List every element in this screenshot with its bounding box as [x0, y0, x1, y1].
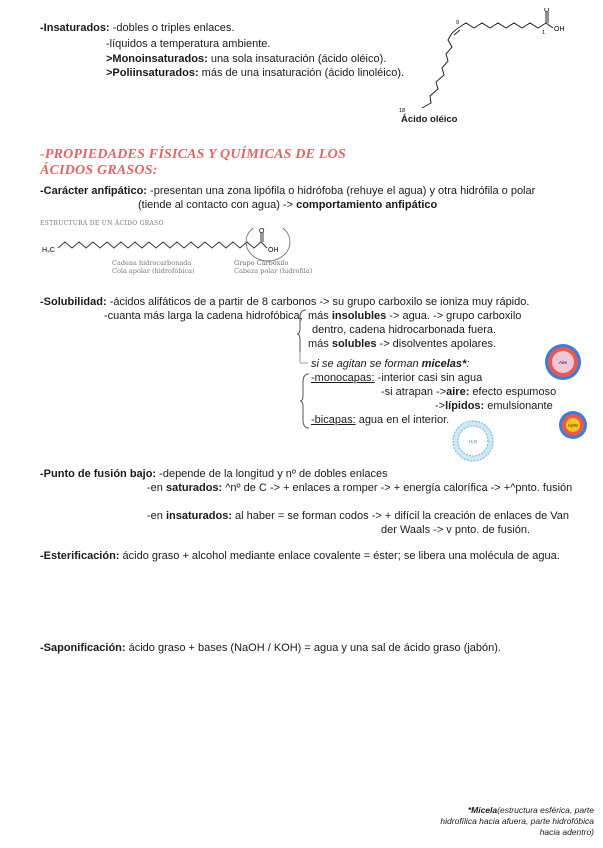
monocapas-label: -monocapas:: [311, 372, 375, 384]
oleic-caption: Ácido oléico: [401, 114, 458, 125]
oleic-num-18: 18: [399, 108, 406, 114]
monocapas-rest: -interior casi sin agua: [374, 372, 483, 384]
footnote-line2: hidrofílica hacia afuera, parte hidrofóbica: [440, 816, 594, 826]
fusion-saturados-line: [147, 482, 572, 494]
monocapas-line: [311, 372, 482, 384]
lipidos-rest: emulsionante: [484, 400, 553, 412]
solubilidad-bracket: [296, 308, 310, 368]
anfipatico-text2: (tiende al contacto con agua) ->: [138, 199, 297, 211]
section-title-line1: -PROPIEDADES FÍSICAS Y QUÍMICAS DE LOS: [40, 147, 346, 162]
fatty-o-label: O: [259, 228, 265, 235]
saturados-word: saturados:: [165, 482, 223, 494]
oleic-num-1: 1: [542, 30, 546, 36]
insaturados-line1: -dobles o triples enlaces.: [112, 22, 235, 34]
fusion-text1: -depende de la longitud y nº de dobles enlaces: [156, 468, 388, 480]
monoinsaturados-line: [106, 53, 386, 65]
poliinsaturados-text: más de una insaturación (ácido linoléico).: [198, 67, 405, 79]
solubilidad-line2: -cuanta más larga la cadena hidrofóbica,: [104, 310, 303, 322]
chain-caption-2: Cola apolar (hidrofóbica): [112, 267, 195, 275]
micelle-air-label: Aire: [558, 360, 568, 365]
monoinsaturados-text: una sola insaturación (ácido oléico).: [207, 53, 387, 65]
anfipatico-text1: -presentan una zona lipófila o hidrófoba (rehuye el agua) y otra hidrófila o polar: [146, 185, 536, 197]
anfipatico-bold: comportamiento anfipático: [296, 199, 438, 211]
micelle-lipid-label: Lípido: [568, 423, 578, 428]
micelle-water-label: H₂O: [468, 439, 478, 444]
fusion-insaturados-line: [147, 510, 569, 522]
micelas-pre: si se agitan se forman: [311, 358, 422, 370]
footnote-label: *Micela: [467, 805, 498, 815]
saponificacion-text: ácido graso + bases (NaOH / KOH) = agua y una sal de ácido graso (jabón).: [125, 642, 501, 654]
insaturados-word: insaturados:: [165, 510, 232, 522]
anfipatico-line2: [138, 199, 437, 211]
anfipatico-line1: [40, 185, 535, 197]
insaturados-label: -Insaturados:: [40, 22, 110, 34]
bicapas-line: [311, 414, 449, 426]
solubles-rest: -> disolventes apolares.: [376, 338, 497, 350]
anfipatico-label: -Carácter anfipático:: [40, 185, 147, 197]
micelas-post: :: [466, 358, 470, 370]
lipidos-pre: ->: [435, 400, 446, 412]
insolubles-line: [308, 310, 521, 322]
fatty-h3c-label: H₃C: [42, 247, 55, 254]
fusion-line1: [40, 468, 388, 480]
saponificacion-label: -Saponificación:: [40, 642, 126, 654]
solubilidad-label: -Solubilidad:: [40, 296, 107, 308]
micelas-bracket: [299, 372, 311, 430]
footnote: [440, 805, 594, 838]
bicapas-label: -bicapas:: [311, 414, 356, 426]
oleic-carboxyl-chain: [458, 23, 546, 28]
fatty-figure-header: ESTRUCTURA DE UN ÁCIDO GRASO: [40, 220, 164, 227]
lipidos-word: lípidos:: [445, 400, 485, 412]
fatty-acid-structure: [38, 228, 298, 262]
mas-insolubles-prefix: más: [308, 310, 332, 322]
group-caption-2: Cabeza polar (hidrofila): [234, 267, 313, 275]
saturados-pre: -en: [147, 482, 166, 494]
esterificacion-line: [40, 550, 560, 562]
insaturados-pre: -en: [147, 510, 166, 522]
esterificacion-label: -Esterificación:: [40, 550, 120, 562]
insaturados-line2: -líquidos a temperatura ambiente.: [106, 38, 271, 50]
oleic-o-label: O: [544, 8, 550, 14]
bicapas-rest: agua en el interior.: [355, 414, 450, 426]
saponificacion-line: [40, 642, 501, 654]
oleic-tail-chain: [422, 33, 452, 108]
oleic-acid-structure: [390, 8, 580, 116]
insolubles-word: insolubles: [331, 310, 387, 322]
carboxyl-group-circle: [246, 228, 290, 261]
solubilidad-text1: -ácidos alifáticos de a partir de 8 carbonos -> su grupo carboxilo se ioniza muy rápido.: [106, 296, 530, 308]
fusion-label: -Punto de fusión bajo:: [40, 468, 157, 480]
esterificacion-text: ácido graso + alcohol mediante enlace covalente = éster; se libera una molécula de agua.: [119, 550, 560, 562]
micelas-word: micelas*: [421, 358, 467, 370]
solubilidad-line1: [40, 296, 529, 308]
section-title-line2: ÁCIDOS GRASOS:: [40, 163, 158, 178]
insaturados-block: [40, 22, 234, 34]
chain-caption-1: Cadena hidrocarbonada: [112, 259, 192, 267]
micelas-line: [311, 358, 469, 370]
oleic-oh-label: OH: [554, 26, 565, 33]
footnote-line3: hacia adentro): [539, 827, 594, 837]
micelle-lipid-image: [558, 410, 588, 440]
oleic-num-9: 9: [456, 20, 460, 26]
insaturados-rest: al haber = se forman codos -> + difícil la creación de enlaces de Van: [231, 510, 570, 522]
aire-line: [381, 386, 556, 398]
lipidos-line: [435, 400, 553, 412]
solubles-line: [308, 338, 496, 350]
insolubles-rest: -> agua. -> grupo carboxilo: [386, 310, 522, 322]
micelle-air-image: [544, 343, 582, 381]
aire-rest: efecto espumoso: [469, 386, 557, 398]
dentro-line: dentro, cadena hidrocarbonada fuera.: [312, 324, 497, 336]
mas-solubles-prefix: más: [308, 338, 332, 350]
monoinsaturados-label: >Monoinsaturados:: [106, 53, 208, 65]
poliinsaturados-label: >Poliinsaturados:: [106, 67, 199, 79]
micelle-water-image: [452, 420, 494, 462]
group-caption-1: Grupo Carboxilo: [234, 259, 289, 267]
footnote-line1: (estructura esférica, parte: [497, 805, 594, 815]
aire-pre: -si atrapan ->: [381, 386, 447, 398]
fusion-insaturados-line2: der Waals -> v pnto. de fusión.: [381, 524, 531, 536]
section-title: [40, 147, 346, 179]
fatty-chain: [58, 242, 261, 248]
solubles-word: solubles: [331, 338, 377, 350]
aire-word: aire:: [446, 386, 470, 398]
fatty-oh-label: OH: [268, 247, 279, 254]
poliinsaturados-line: [106, 67, 404, 79]
saturados-rest: ^nº de C -> + enlaces a romper -> + energía calorífica -> +^pnto. fusión: [222, 482, 573, 494]
